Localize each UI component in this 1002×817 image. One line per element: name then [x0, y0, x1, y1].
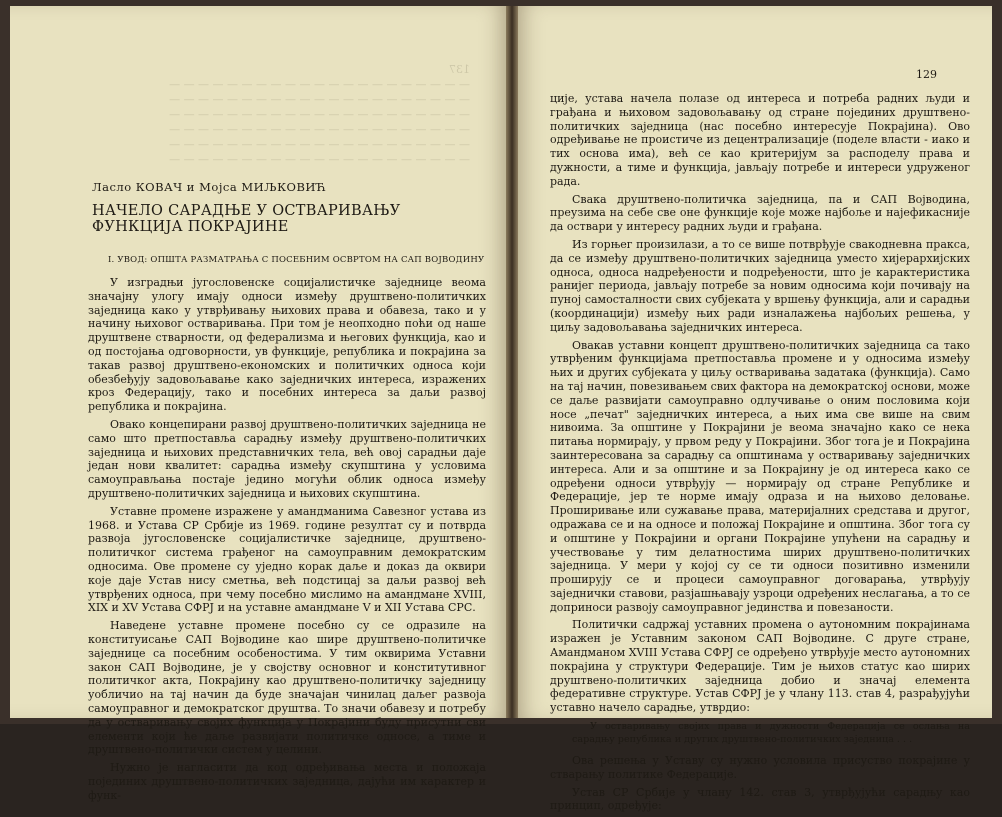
bleed-through-text: 137 — — — — — — — — — — — — — — — — — — — — — — — — — — — — — — — — — — — — — — — — — — — — — — — — — — — — — — — — — — — — — — — — — — — — — — — — — — — — — — — — — — — — — — — — — — — — — — — — — — — — — — — — — — — — — — — — — — — — — — — — — — — — — — — [169, 63, 470, 166]
article-title: НАЧЕЛО САРАДЊЕ У ОСТВАРИВАЊУ ФУНКЦИЈА ПОКРАЈИНЕ — [92, 203, 401, 235]
paragraph: Уставне промене изражене у амандманима Савезног устава из 1968. и Устава СР Србије из 1969. године резултат су и потврда развоја југословенске социјалистичке заједнице, друштвено-политичког система грађеног на самоуправним демократским односима. Ове промене су уједно корак даље и доказ да оквири које даје Устав нису сметња, већ подстицај за даљи развој већ утврђених односа, при чему посебно мислимо на амандмане XVIII, XIX и XV Устава СФРЈ и на уставне амандмане V и XII Устава СРС. — [88, 504, 486, 615]
paragraph: Ова решења у Уставу су нужно условила присуство покрајине у стварању политике Федерације. — [550, 754, 970, 781]
section-heading: I. УВОД: ОПШТА РАЗМАТРАЊА С ПОСЕБНИМ ОСВРТОМ НА САП ВОЈВОДИНУ — [108, 255, 485, 265]
paragraph: Овакав уставни концепт друштвено-политичких заједница са тако утврђеним функцијама претпоставља промене и у односима између њих и других субјеката у циљу остваривања задатака (функција). Само на тај начин, повезивањем свих фактора на демократској основи, може се даље развијати самоуправно одлучивање о оним пословима који носе „печат" заједничких интереса, а њих има све више на свим нивоима. За општине у Покрајини је веома значајно како се нека питања нормирају, у првом реду у Покрајини. Због тога је и Покрајина заинтересована за сарадњу са општинама у остваривању заједничких интереса. Али и за општине и за Покрајину је од интереса како се одређени односи утврђују — нормирају од стране Републике и Федерације, јер те норме имају одраза и на њихово деловање. Проширивање или сужавање права, материјалних средстава и другог, одражава се и на односе и положај Покрајине и општина. Због тога су и општине у Покрајини и органи Покрајине упућени на сарадњу и учествовање у тим делатностима ширих друштвено-политичких заједница. У мери у којој су се ти односи позитивно изменили проширују се и процеси самоуправног договарања, утврђују заједнички ставови, разјашњавају узроци одређених неслагања, а то се доприноси развоју самоуправног јединства и повезаности. — [550, 338, 970, 614]
paragraph: Из горњег произилази, а то се више потврђује свакодневна пракса, да се између друштвено-политичких заједница уместо хијерархијских односа, односа надређености и подређености, што је карактеристика ранијег периода, јављају потребе за новим односима који почивају на пуној самосталности свих субјеката у вршењу функција, али и сарадњи (координацији) између њих ради изналажења најбољих решења, у циљу задовољавања заједничких интереса. — [550, 237, 970, 334]
right-body-text — [550, 92, 970, 817]
page-number: 129 — [916, 68, 937, 81]
left-body-text — [88, 276, 486, 806]
paragraph: Овако концепирани развој друштвено-политичких заједница не само што претпоставља сарадњу између друштвено-политичких заједница и њихових представничких тела, већ овој сарадњи даје један нови квалитет: сарадња између скупштина у условима самоуправљања постаје једино могући облик односа између друштвено-политичких заједница и њихових скупштина. — [88, 417, 486, 500]
paragraph: ције, устава начела полазе од интереса и потреба радних људи и грађана и њиховом задовољавању од стране појединих друштвено-политичких заједница (нас посебно интересује Покрајина). Ово одређивање не проистиче из децентрализације (поделе власти - иако и тих основа има), већ се као критеријум за расподелу права и дужности, а тиме и функција, јављају потребе и интереси удруженог рада. — [550, 92, 970, 188]
paragraph: Устав СР Србије у члану 142. став 3, утврђујући сарадњу као принцип, одређује: — [550, 785, 970, 813]
paragraph: Свака друштвено-политичка заједница, па и САП Војводина, преузима на себе све оне функције које може најбоље и најефикасније да оствари у интересу радних људи и грађана. — [550, 192, 970, 234]
block-quote: У остваривању својих права и дужности Федерација се ослања на сарадњу република и других друштвено-политичких заједница . . . — [572, 721, 970, 745]
paragraph: Нужно је нагласити да код одређивања места и положаја појединих друштвено-политичких заједница, дајући им карактер и функ- — [88, 761, 486, 802]
paragraph: У изградњи југословенске социјалистичке заједнице веома значајну улогу имају односи између друштвено-политичких заједница како у утврђивању њихових права и обавеза, тако и у начину њиховог остваривања. При том је неопходно поћи од наше друштвене стварности, од федерализма и његових функција, као и од постојања одговорности, ув функције, република и покрајина за такав развој друштвено-економских и политичких односа који обезбеђују задовољавање како заједничких интереса, изражених кроз Федерацију, тако и посебних интереса за даљи развој република и покрајина. — [88, 276, 486, 414]
paragraph: Политички садржај уставних промена о аутономним покрајинама изражен је Уставним законом САП Војводине. С друге стране, Амандманом XVIII Устава СФРЈ се одређено утврђује место аутономних покрајина у структури Федерације. Тим је њихов статус као ширих друштвено-политичких заједница добио и значај елемента федеративне структуре. Устав СФРЈ је у члану 113. став 4, разрађујући уставно начело сарадње, утврдио: — [550, 618, 970, 715]
paragraph: Наведене уставне промене посебно су се одразиле на конституисање САП Војводине као шире друштвено-политичке заједнице са посебним особеностима. У тим оквирима Уставни закон САП Војводине, је у својству основног и конститутивног политичког акта, Покрајину као друштвено-политичку заједницу уобличио на тај начин да буде значајан чинилац даљег развоја самоуправног и демократског друштва. То значи обавезу и потребу да у остваривању својих функција у Покрајини буду присутни сви елементи који ће даље развијати политичке односе, а тиме и друштвено-политички систем у целини. — [88, 619, 486, 757]
book-gutter — [506, 6, 518, 718]
article-authors: Ласло КОВАЧ и Мојса МИЉКОВИЋ — [92, 180, 327, 194]
